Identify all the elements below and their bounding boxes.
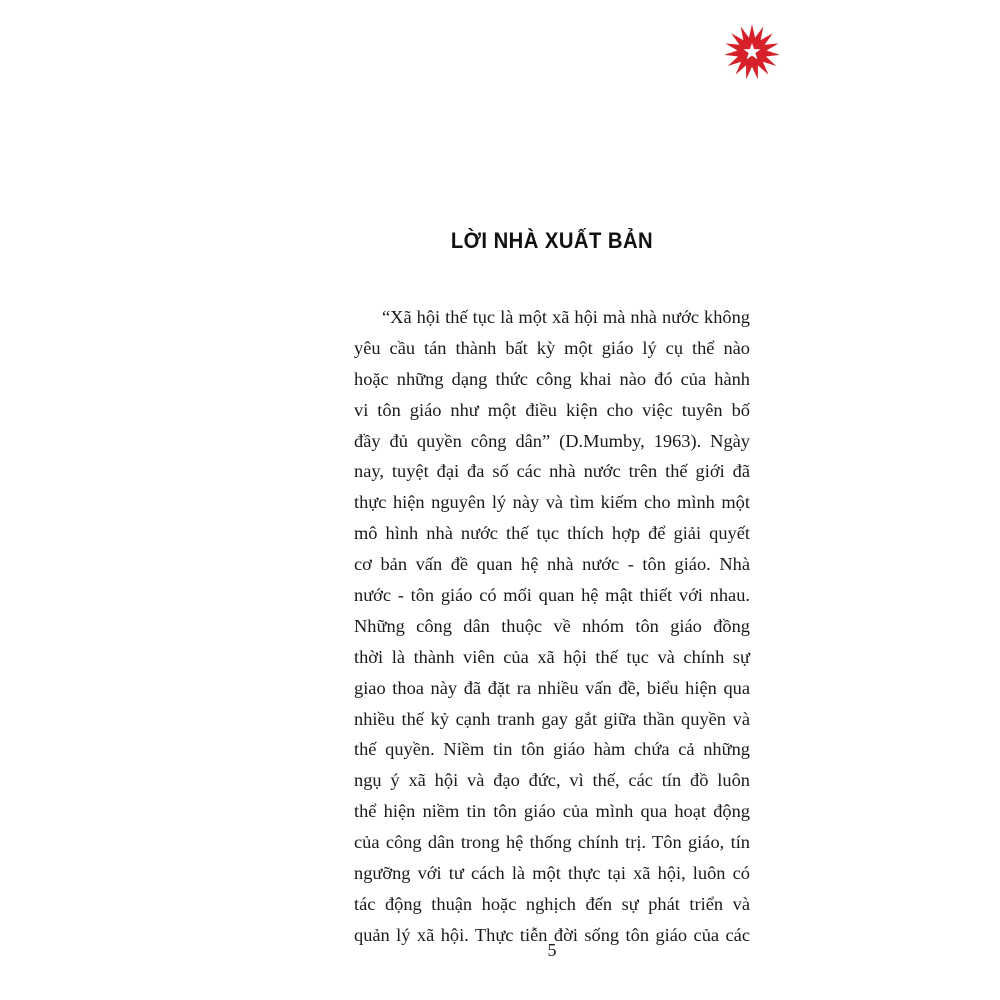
text-line: ngụ ý xã hội và đạo đức, vì thế, các tín đồ luôn	[354, 770, 750, 791]
text-line: thế quyền. Niềm tin tôn giáo hàm chứa cả những	[354, 739, 750, 760]
text-line: nước - tôn giáo có mối quan hệ mật thiết với nhau.	[354, 585, 750, 606]
text-line: thời là thành viên của xã hội thế tục và chính sự	[354, 646, 750, 667]
body-text	[354, 302, 750, 951]
text-line: quản lý xã hội. Thực tiễn đời sống tôn giáo của các	[354, 924, 750, 945]
page-number: 5	[547, 940, 557, 960]
publisher-star-logo-icon	[722, 22, 782, 82]
text-line: nay, tuyệt đại đa số các nhà nước trên thế giới đã	[354, 461, 750, 482]
text-line: của công dân trong hệ thống chính trị. Tôn giáo, tín	[354, 832, 750, 853]
text-line: Những công dân thuộc về nhóm tôn giáo đồng	[354, 615, 750, 636]
text-line: mô hình nhà nước thế tục thích hợp để giải quyết	[354, 523, 750, 544]
text-line: tác động thuận hoặc nghịch đến sự phát triển và	[354, 893, 750, 914]
text-line: nhiều thế kỷ cạnh tranh gay gắt giữa thần quyền và	[354, 708, 750, 729]
text-line: yêu cầu tán thành bất kỳ một giáo lý cụ thể nào	[354, 337, 750, 358]
text-line: “Xã hội thế tục là một xã hội mà nhà nước không	[382, 307, 750, 327]
text-line: thể hiện niềm tin tôn giáo của mình qua hoạt động	[354, 801, 750, 822]
text-line: hoặc những dạng thức công khai nào đó của hành	[354, 368, 750, 389]
page-title: LỜI NHÀ XUẤT BẢN	[450, 228, 654, 253]
text-line: đầy đủ quyền công dân” (D.Mumby, 1963). Ngày	[354, 430, 750, 451]
text-line: cơ bản vấn đề quan hệ nhà nước - tôn giáo. Nhà	[354, 554, 750, 575]
text-line: vi tôn giáo như một điều kiện cho việc tuyên bố	[354, 399, 750, 420]
text-line: thực hiện nguyên lý này và tìm kiếm cho mình một	[354, 492, 750, 513]
text-line: ngưỡng với tư cách là một thực tại xã hội, luôn có	[354, 863, 750, 884]
text-line: giao thoa này đã đặt ra nhiều vấn đề, biểu hiện qua	[354, 677, 750, 698]
